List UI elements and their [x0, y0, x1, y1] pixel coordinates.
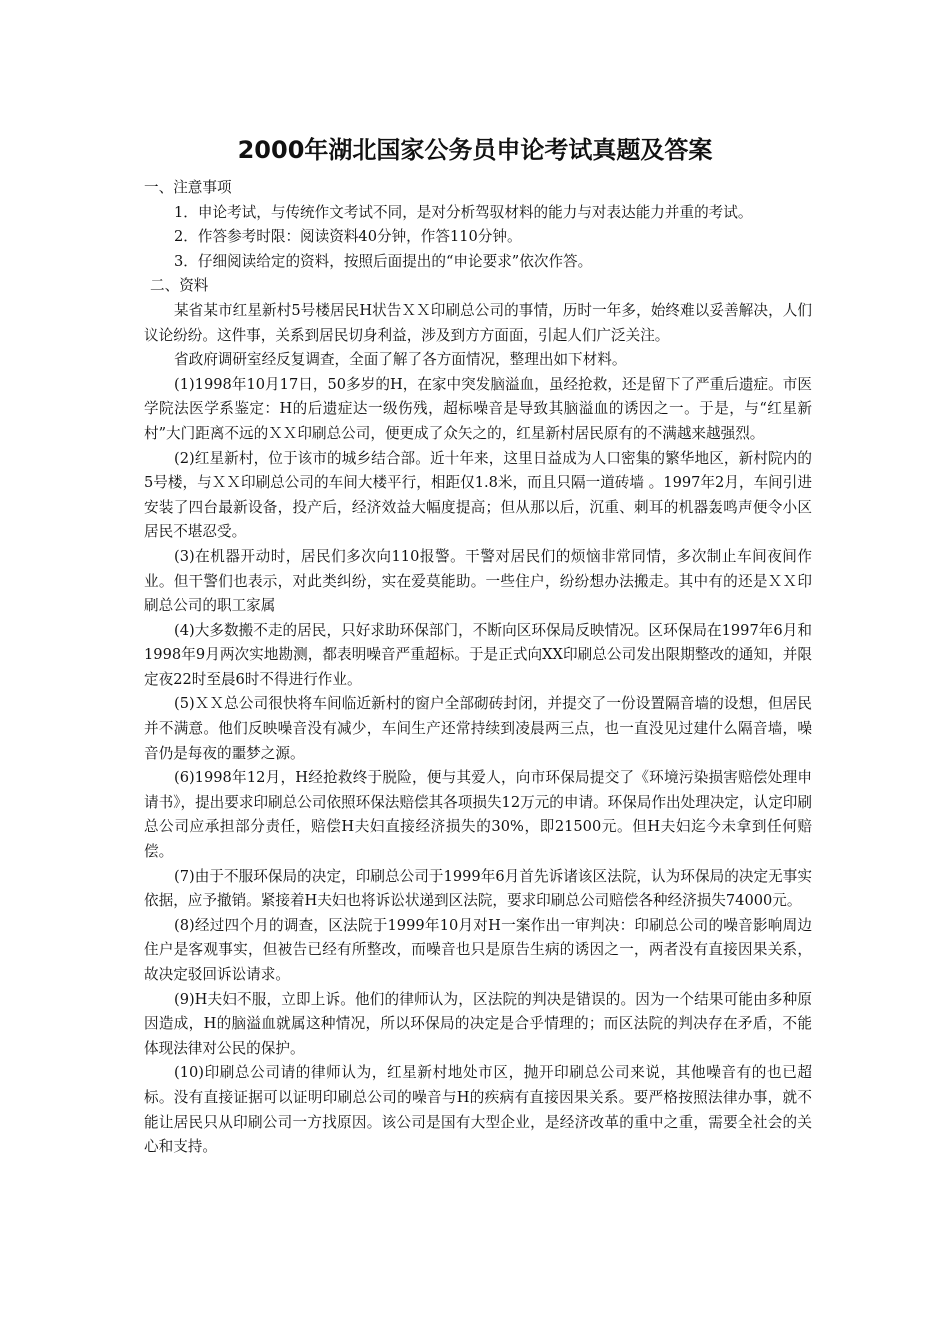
material-paragraph: (9)H夫妇不服，立即上诉。他们的律师认为，区法院的判决是错误的。因为一个结果可能由多种原因造成，H的脑溢血就属这种情况，所以环保局的决定是合乎情理的；而区法院的判决存在矛盾，不能体现法律对公民的保护。 — [144, 990, 812, 1057]
document-body — [144, 176, 812, 1160]
material-paragraph: (6)1998年12月，H经抢救终于脱险，便与其爱人，向市环保局提交了《环境污染损害赔偿处理申请书》，提出要求印刷总公司依照环保法赔偿其各项损失12万元的申请。环保局作出处理决定，认定印刷总公司应承担部分责任，赔偿H夫妇直接经济损失的30%，即21500元。但H夫妇迄今未拿到任何赔偿。 — [144, 769, 812, 861]
material-paragraph: (10)印刷总公司请的律师认为，红星新村地处市区，抛开印刷总公司来说，其他噪音有的也已超标。没有直接证据可以证明印刷总公司的噪音与H的疾病有直接因果关系。要严格按照法律办事，就不能让居民只从印刷公司一方找原因。该公司是国有大型企业，是经济改革的重中之重，需要全社会的关心和支持。 — [144, 1064, 812, 1156]
material-paragraph: (3)在机器开动时，居民们多次向110报警。干警对居民们的烦恼非常同情，多次制止车间夜间作业。但干警们也表示，对此类纠纷，实在爱莫能助。一些住户，纷纷想办法搬走。其中有的还是ＸＸ印刷总公司的职工家属 — [144, 547, 812, 615]
note-item: 2．作答参考时限：阅读资料40分钟，作答110分钟。 — [174, 228, 522, 246]
material-paragraph: (1)1998年10月17日，50多岁的H，在家中突发脑溢血，虽经抢救，还是留下了严重后遗症。市医学院法医学系鉴定：H的后遗症达一级伤残，超标噪音是导致其脑溢血的诱因之一。于是，与“红星新村”大门距离不远的ＸＸ印刷总公司，便更成了众矢之的，红星新村居民原有的不满越来越强烈。 — [144, 375, 812, 442]
material-paragraph: (7)由于不服环保局的决定，印刷总公司于1999年6月首先诉诸该区法院，认为环保局的决定无事实依据，应予撤销。紧接着H夫妇也将诉讼状递到区法院，要求印刷总公司赔偿各种经济损失74000元。 — [144, 867, 812, 910]
section-heading-materials: 二、资料 — [150, 277, 209, 295]
material-paragraph: 省政府调研室经反复调查，全面了解了各方面情况，整理出如下材料。 — [174, 351, 627, 369]
material-paragraph: (2)红星新村，位于该市的城乡结合部。近十年来，这里日益成为人口密集的繁华地区，新村院内的5号楼，与ＸＸ印刷总公司的车间大楼平行，相距仅1.8米，而且只隔一道砖墙 。1997年2月，车间引进安装了四台最新设备，投产后，经济效益大幅度提高；但从那以后，沉重、刺耳的机器轰鸣声便令小区居民不堪忍受。 — [144, 449, 812, 541]
document-title: 2000年湖北国家公务员申论考试真题及答案 — [237, 136, 713, 164]
section-heading-notes: 一、注意事项 — [144, 179, 232, 196]
material-paragraph: (4)大多数搬不走的居民，只好求助环保部门，不断向区环保局反映情况。区环保局在1997年6月和1998年9月两次实地勘测，都表明噪音严重超标。于是正式向XX印刷总公司发出限期整改的通知，并限定夜22时至晨6时不得进行作业。 — [144, 621, 812, 688]
note-item: 1．申论考试，与传统作文考试不同，是对分析驾驭材料的能力与对表达能力并重的考试。 — [174, 203, 753, 221]
note-item: 3．仔细阅读给定的资料，按照后面提出的“申论要求”依次作答。 — [174, 252, 593, 270]
material-paragraph: 某省某市红星新村5号楼居民H状告ＸＸ印刷总公司的事情，历时一年多，始终难以妥善解决，人们议论纷纷。这件事，关系到居民切身利益，涉及到方方面面，引起人们广泛关注。 — [144, 301, 812, 344]
material-paragraph: (5)ＸＸ总公司很快将车间临近新村的窗户全部砌砖封闭，并提交了一份设置隔音墙的设想，但居民并不满意。他们反映噪音没有减少，车间生产还常持续到凌晨两三点，也一直没见过建什么隔音墙，噪音仍是每夜的噩梦之源。 — [144, 695, 812, 762]
material-paragraph: (8)经过四个月的调查，区法院于1999年10月对H一案作出一审判决：印刷总公司的噪音影响周边住户是客观事实，但被告已经有所整改，而噪音也只是原告生病的诱因之一，两者没有直接因果关系，故决定驳回诉讼请求。 — [144, 916, 812, 983]
